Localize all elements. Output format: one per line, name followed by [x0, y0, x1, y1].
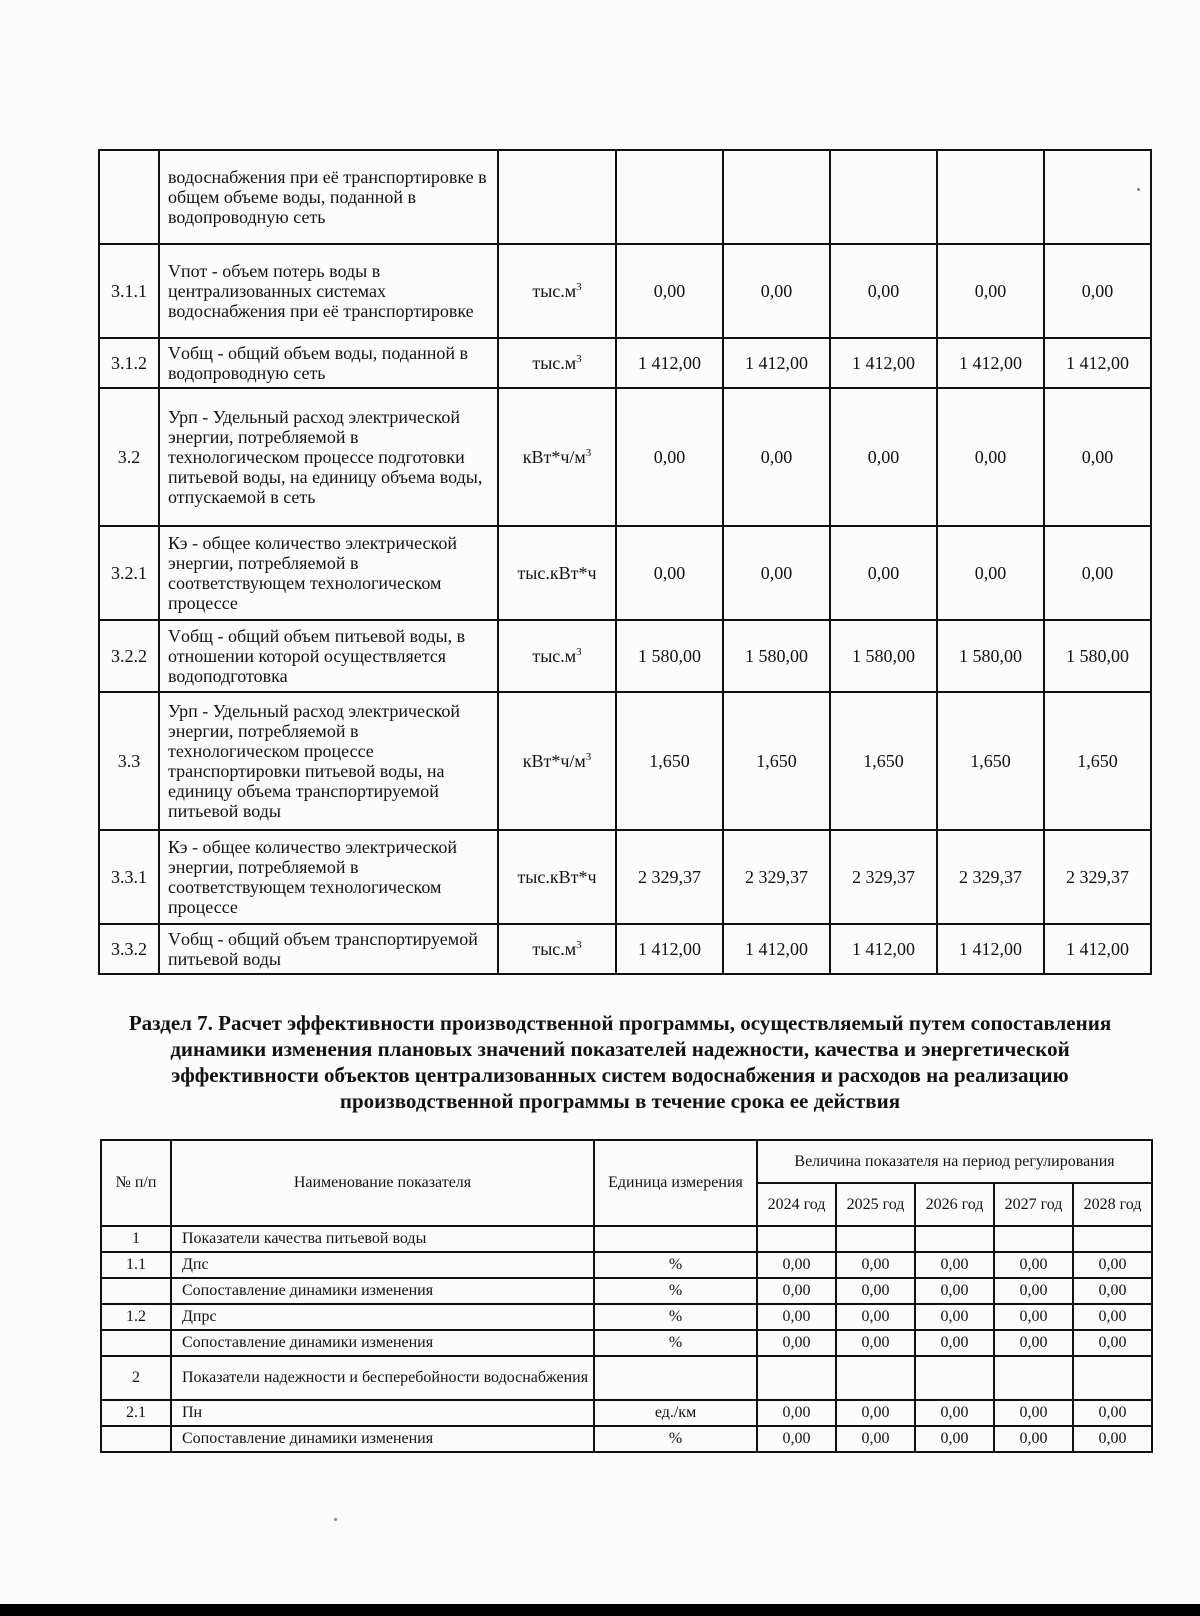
efficiency-table	[100, 1139, 1153, 1453]
value-cell	[723, 150, 830, 244]
value-cell: 0,00	[1044, 526, 1151, 620]
value-cell: 0,00	[836, 1252, 915, 1278]
value-cell: 1 412,00	[1044, 924, 1151, 974]
row-number: 3.2.2	[99, 620, 159, 692]
row-number: 2.1	[101, 1400, 171, 1426]
value-cell: 0,00	[994, 1278, 1073, 1304]
value-cell	[836, 1356, 915, 1400]
value-cell: 0,00	[616, 388, 723, 526]
value-cell: 2 329,37	[616, 830, 723, 924]
indicator-table	[98, 149, 1152, 975]
section-title: Раздел 7. Расчет эффективности производственной программы, осуществляемый путем сопоставления динамики изменения плановых значений показателей надежности, качества и энергетической эффективности объектов централизованных систем водоснабжения и расходов на реализацию производственной программы в течение срока ее действия	[128, 1011, 1112, 1113]
header-year: 2027 год	[994, 1183, 1073, 1226]
indicator-name: Кэ - общее количество электрической энергии, потребляемой в соответствующем технологическом процессе	[159, 526, 498, 620]
table-row	[99, 244, 1151, 338]
value-cell	[757, 1356, 836, 1400]
unit-exponent: 3	[585, 446, 592, 459]
header-year: 2025 год	[836, 1183, 915, 1226]
value-cell: 0,00	[1073, 1330, 1152, 1356]
indicator-name: Сопоставление динамики изменения	[171, 1278, 594, 1304]
unit-cell	[498, 620, 616, 692]
table-row	[99, 924, 1151, 974]
value-cell: 0,00	[937, 388, 1044, 526]
value-cell: 2 329,37	[723, 830, 830, 924]
value-cell: 1 580,00	[830, 620, 937, 692]
indicator-name: Дпс	[171, 1252, 594, 1278]
unit-label: тыс.кВт*ч	[517, 562, 597, 583]
value-cell	[616, 150, 723, 244]
row-number: 3.3.1	[99, 830, 159, 924]
indicator-name: Показатели качества питьевой воды	[171, 1226, 594, 1252]
indicator-name: Vобщ - общий объем питьевой воды, в отношении которой осуществляется водоподготовка	[159, 620, 498, 692]
value-cell: 1,650	[937, 692, 1044, 830]
value-cell: 0,00	[915, 1330, 994, 1356]
value-cell: 1 412,00	[830, 338, 937, 388]
scan-bottom-edge	[0, 1604, 1200, 1616]
value-cell: 1 412,00	[616, 924, 723, 974]
table-row	[101, 1278, 1152, 1304]
value-cell	[915, 1226, 994, 1252]
value-cell: 0,00	[830, 388, 937, 526]
scan-speck	[1137, 188, 1140, 191]
header-period: Величина показателя на период регулирования	[757, 1140, 1152, 1183]
value-cell	[1073, 1356, 1152, 1400]
value-cell: 1,650	[723, 692, 830, 830]
value-cell	[836, 1226, 915, 1252]
indicator-name: Показатели надежности и бесперебойности водоснабжения	[171, 1356, 594, 1400]
unit-exponent: 3	[576, 645, 582, 658]
value-cell: 1 412,00	[723, 338, 830, 388]
value-cell: 0,00	[1073, 1400, 1152, 1426]
value-cell: 0,00	[1044, 244, 1151, 338]
row-number: 3.1.2	[99, 338, 159, 388]
value-cell: 0,00	[836, 1278, 915, 1304]
indicator-name: Урп - Удельный расход электрической энергии, потребляемой в технологическом процессе подготовки питьевой воды, на единицу объема воды, отпускаемой в сеть	[159, 388, 498, 526]
value-cell	[994, 1356, 1073, 1400]
header-num: № п/п	[101, 1140, 171, 1226]
value-cell: 2 329,37	[830, 830, 937, 924]
value-cell: 0,00	[836, 1400, 915, 1426]
value-cell: 0,00	[830, 244, 937, 338]
value-cell: 0,00	[757, 1330, 836, 1356]
unit-label: %	[594, 1278, 757, 1304]
value-cell	[994, 1226, 1073, 1252]
table-row	[101, 1330, 1152, 1356]
unit-label: кВт*ч/м	[522, 446, 586, 467]
value-cell: 0,00	[915, 1426, 994, 1452]
value-cell	[1073, 1226, 1152, 1252]
value-cell: 0,00	[723, 388, 830, 526]
value-cell: 0,00	[723, 526, 830, 620]
unit-cell	[498, 150, 616, 244]
unit-cell	[498, 526, 616, 620]
value-cell: 0,00	[1044, 388, 1151, 526]
value-cell	[757, 1226, 836, 1252]
table-row	[99, 526, 1151, 620]
unit-exponent: 3	[576, 280, 582, 293]
value-cell: 0,00	[915, 1304, 994, 1330]
row-number: 1.1	[101, 1252, 171, 1278]
row-number	[99, 150, 159, 244]
value-cell	[915, 1356, 994, 1400]
indicator-name: Кэ - общее количество электрической энергии, потребляемой в соответствующем технологическом процессе	[159, 830, 498, 924]
row-number: 1	[101, 1226, 171, 1252]
value-cell: 0,00	[1073, 1252, 1152, 1278]
indicator-name: Дпрс	[171, 1304, 594, 1330]
value-cell: 0,00	[994, 1400, 1073, 1426]
unit-label: %	[594, 1252, 757, 1278]
indicator-name: Vпот - объем потерь воды в централизованных системах водоснабжения при её транспортировке	[159, 244, 498, 338]
value-cell: 1 412,00	[1044, 338, 1151, 388]
value-cell	[830, 150, 937, 244]
value-cell: 1 580,00	[937, 620, 1044, 692]
value-cell: 0,00	[994, 1304, 1073, 1330]
value-cell: 0,00	[1073, 1278, 1152, 1304]
value-cell: 0,00	[915, 1252, 994, 1278]
unit-label: %	[594, 1304, 757, 1330]
table-row	[99, 338, 1151, 388]
value-cell: 0,00	[937, 526, 1044, 620]
value-cell: 1 580,00	[723, 620, 830, 692]
value-cell: 0,00	[836, 1304, 915, 1330]
value-cell: 0,00	[616, 244, 723, 338]
row-number	[101, 1426, 171, 1452]
value-cell: 0,00	[1073, 1426, 1152, 1452]
value-cell: 0,00	[830, 526, 937, 620]
table-row	[99, 830, 1151, 924]
unit-label: тыс.м	[532, 280, 577, 301]
value-cell: 2 329,37	[1044, 830, 1151, 924]
row-number	[101, 1330, 171, 1356]
unit-cell	[498, 244, 616, 338]
table-row	[101, 1304, 1152, 1330]
scan-speck	[334, 1518, 337, 1521]
indicator-name: Vобщ - общий объем воды, поданной в водопроводную сеть	[159, 338, 498, 388]
indicator-name: Урп - Удельный расход электрической энергии, потребляемой в технологическом процессе транспортировки питьевой воды, на единицу объема транспортируемой питьевой воды	[159, 692, 498, 830]
value-cell: 1 580,00	[616, 620, 723, 692]
value-cell: 1 412,00	[937, 924, 1044, 974]
unit-label: тыс.м	[532, 645, 577, 666]
value-cell: 1,650	[1044, 692, 1151, 830]
value-cell: 0,00	[757, 1304, 836, 1330]
header-year: 2028 год	[1073, 1183, 1152, 1226]
unit-label: %	[594, 1426, 757, 1452]
indicator-name: Сопоставление динамики изменения	[171, 1330, 594, 1356]
header-name: Наименование показателя	[171, 1140, 594, 1226]
value-cell: 0,00	[1073, 1304, 1152, 1330]
unit-cell	[498, 338, 616, 388]
header-unit: Единица измерения	[594, 1140, 757, 1226]
value-cell: 0,00	[757, 1400, 836, 1426]
table-row	[101, 1252, 1152, 1278]
unit-exponent: 3	[576, 352, 582, 365]
table-row	[99, 150, 1151, 244]
unit-label: тыс.м	[532, 352, 577, 373]
value-cell: 1 412,00	[937, 338, 1044, 388]
unit-cell	[498, 924, 616, 974]
unit-label: ед./км	[594, 1400, 757, 1426]
unit-exponent: 3	[585, 750, 592, 763]
row-number: 2	[101, 1356, 171, 1400]
row-number: 3.1.1	[99, 244, 159, 338]
value-cell: 0,00	[757, 1278, 836, 1304]
indicator-name: Vобщ - общий объем транспортируемой питьевой воды	[159, 924, 498, 974]
header-year: 2026 год	[915, 1183, 994, 1226]
indicator-name: Сопоставление динамики изменения	[171, 1426, 594, 1452]
unit-label: кВт*ч/м	[522, 750, 586, 771]
indicator-name: Пн	[171, 1400, 594, 1426]
table-row	[101, 1356, 1152, 1400]
value-cell	[937, 150, 1044, 244]
value-cell: 0,00	[757, 1252, 836, 1278]
unit-label: тыс.м	[532, 938, 577, 959]
unit-label	[594, 1356, 757, 1400]
value-cell: 0,00	[937, 244, 1044, 338]
unit-label	[594, 1226, 757, 1252]
value-cell: 0,00	[994, 1330, 1073, 1356]
table-row	[101, 1226, 1152, 1252]
table-row	[99, 620, 1151, 692]
value-cell: 1,650	[830, 692, 937, 830]
value-cell: 1 412,00	[616, 338, 723, 388]
unit-exponent: 3	[576, 938, 582, 951]
value-cell: 1 580,00	[1044, 620, 1151, 692]
row-number: 1.2	[101, 1304, 171, 1330]
row-number: 3.2.1	[99, 526, 159, 620]
table-row	[99, 692, 1151, 830]
value-cell: 1 412,00	[723, 924, 830, 974]
row-number: 3.3.2	[99, 924, 159, 974]
unit-cell	[498, 830, 616, 924]
table-row	[99, 388, 1151, 526]
value-cell: 0,00	[757, 1426, 836, 1452]
indicator-name: водоснабжения при её транспортировке в общем объеме воды, поданной в водопроводную сеть	[159, 150, 498, 244]
value-cell: 1,650	[616, 692, 723, 830]
value-cell: 0,00	[836, 1426, 915, 1452]
value-cell: 1 412,00	[830, 924, 937, 974]
value-cell	[1044, 150, 1151, 244]
value-cell: 0,00	[723, 244, 830, 338]
value-cell: 0,00	[836, 1330, 915, 1356]
unit-cell	[498, 388, 616, 526]
header-year: 2024 год	[757, 1183, 836, 1226]
header-row-top	[101, 1140, 1152, 1183]
value-cell: 0,00	[994, 1426, 1073, 1452]
unit-cell	[498, 692, 616, 830]
value-cell: 0,00	[616, 526, 723, 620]
value-cell: 2 329,37	[937, 830, 1044, 924]
row-number: 3.3	[99, 692, 159, 830]
unit-label: %	[594, 1330, 757, 1356]
unit-label: тыс.кВт*ч	[517, 866, 597, 887]
value-cell: 0,00	[994, 1252, 1073, 1278]
row-number: 3.2	[99, 388, 159, 526]
table-row	[101, 1400, 1152, 1426]
row-number	[101, 1278, 171, 1304]
value-cell: 0,00	[915, 1278, 994, 1304]
value-cell: 0,00	[915, 1400, 994, 1426]
table-row	[101, 1426, 1152, 1452]
